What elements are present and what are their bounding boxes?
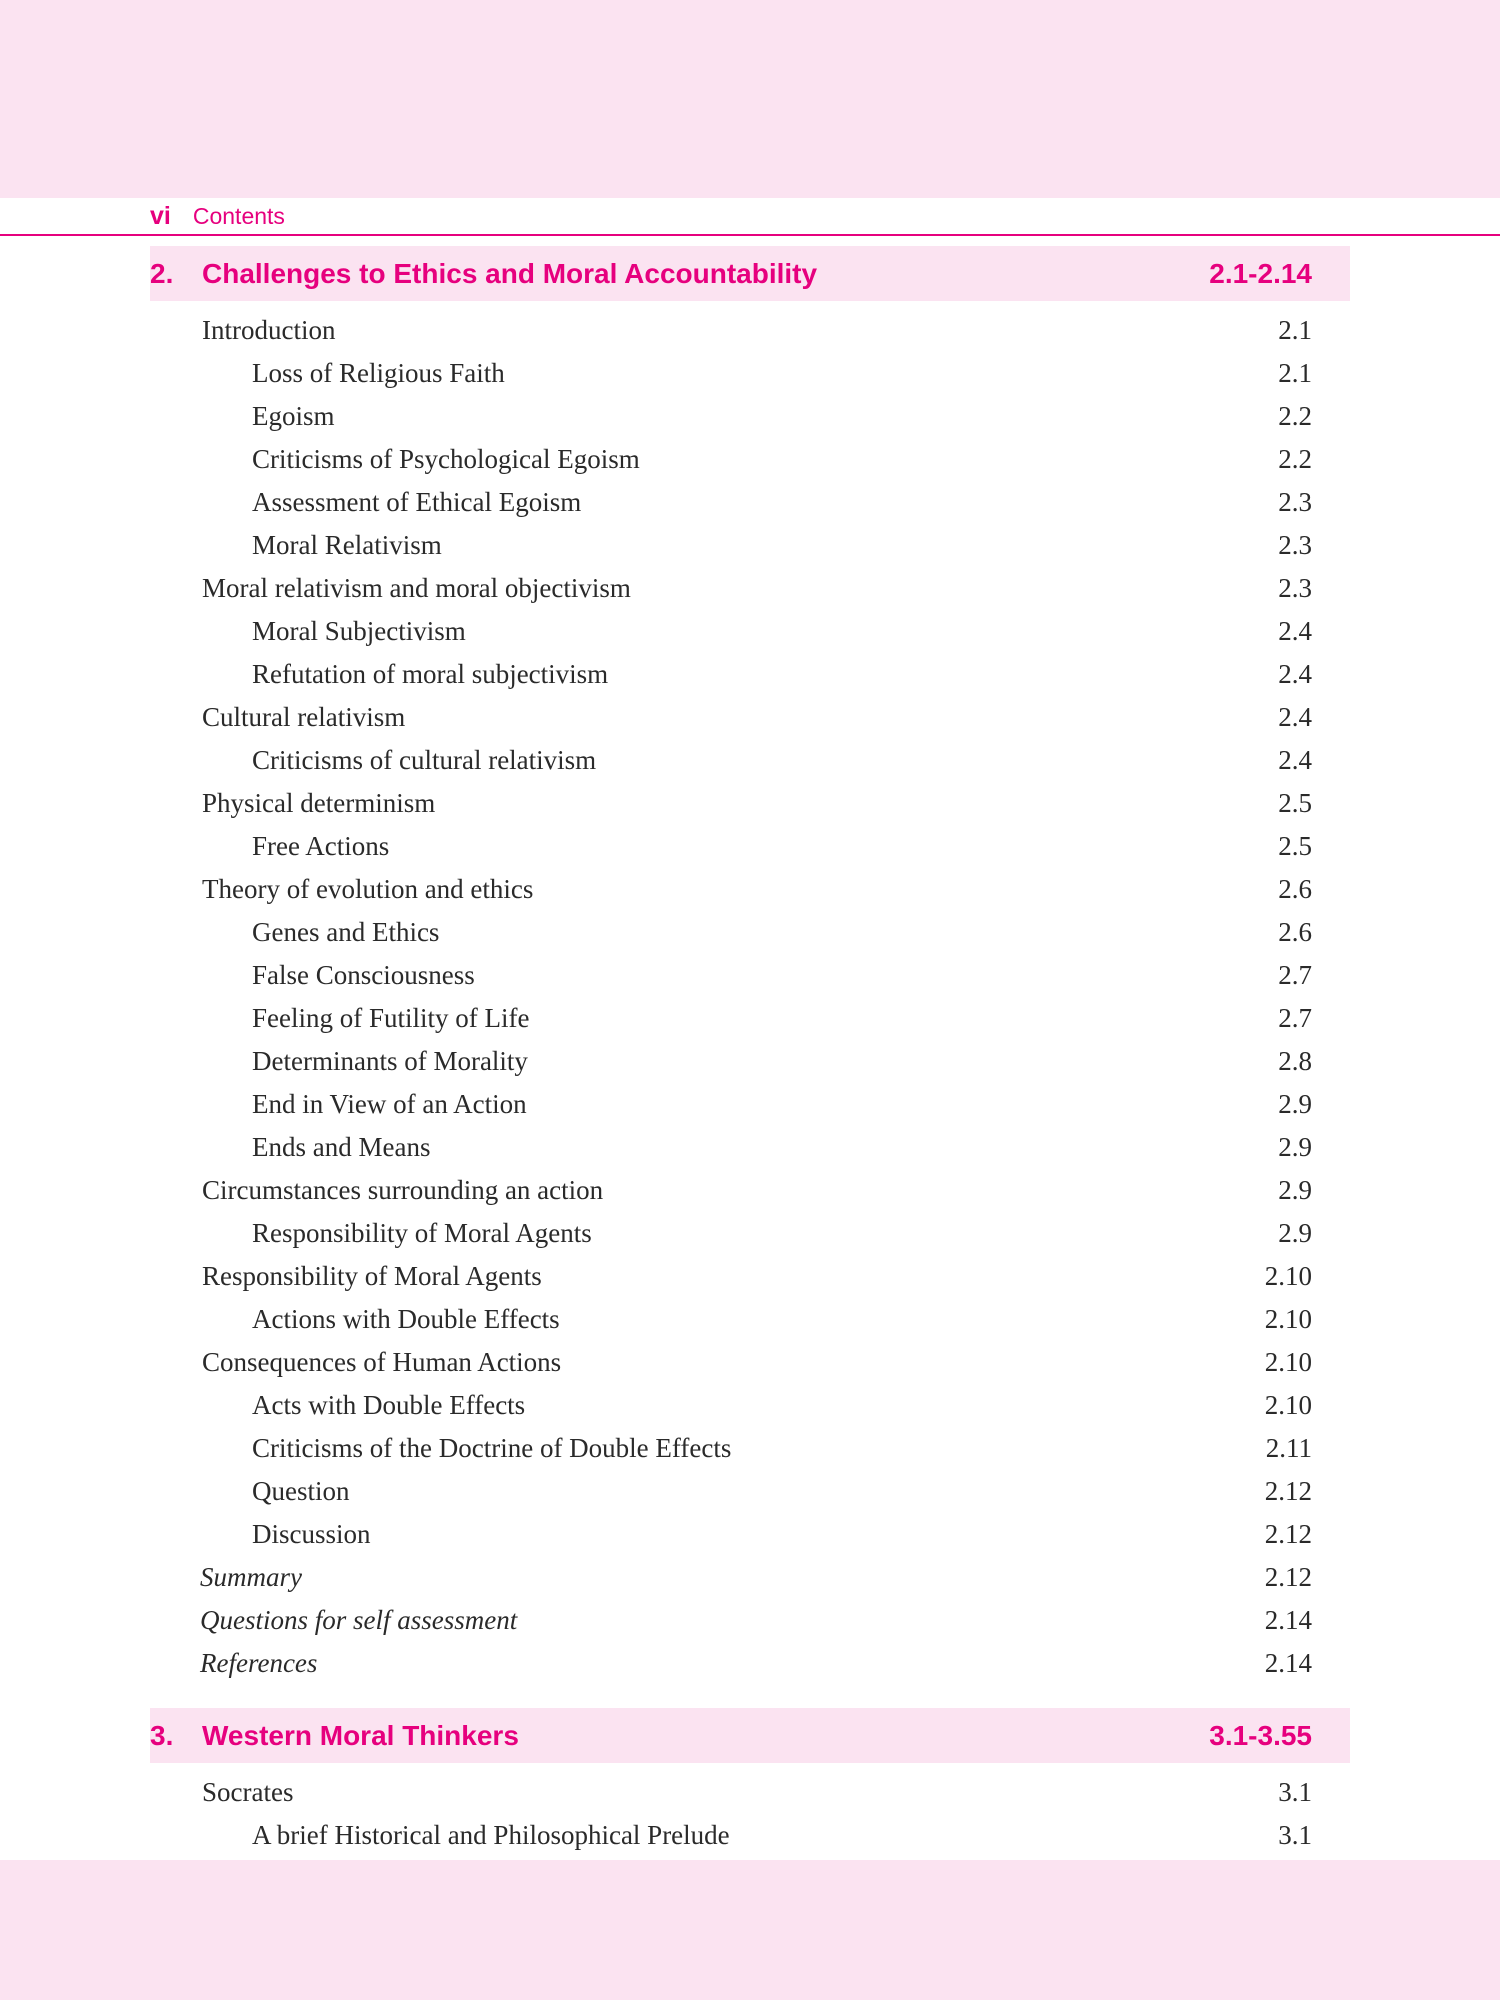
- toc-entry-page: 3.1: [1278, 1820, 1312, 1850]
- header-rule: [0, 234, 1500, 236]
- toc-entry-title: Criticisms of the Doctrine of Double Effects: [252, 1433, 732, 1463]
- toc-entry-title: Free Actions: [252, 831, 390, 861]
- toc-entry-title: Consequences of Human Actions: [202, 1347, 562, 1377]
- toc-entry-page: 2.3: [1278, 573, 1312, 603]
- toc-entry-title: Circumstances surrounding an action: [202, 1175, 604, 1205]
- toc-entry-title: Assessment of Ethical Egoism: [252, 487, 582, 517]
- toc-entry[interactable]: [150, 954, 1350, 997]
- toc-entry-title: References: [200, 1648, 318, 1678]
- chapter-heading[interactable]: [150, 246, 1350, 301]
- toc-entry[interactable]: [150, 739, 1350, 782]
- toc-entries: [150, 1771, 1350, 1857]
- toc-entry-title: Moral Relativism: [252, 530, 442, 560]
- toc-entry-page: 2.4: [1278, 616, 1312, 646]
- toc-entry-page: 2.4: [1278, 702, 1312, 732]
- toc-entry-page: 2.2: [1278, 401, 1312, 431]
- toc-entry-page: 2.4: [1278, 745, 1312, 775]
- toc-entry-title: Refutation of moral subjectivism: [252, 659, 609, 689]
- toc-entry-title: Introduction: [202, 315, 336, 345]
- toc-entry-title: Summary: [200, 1562, 302, 1592]
- toc-entry-page: 2.1: [1278, 315, 1312, 345]
- toc-entry-page: 2.3: [1278, 530, 1312, 560]
- toc-entry[interactable]: [150, 1255, 1350, 1298]
- toc-entry[interactable]: [150, 1083, 1350, 1126]
- toc-entry-page: 2.9: [1278, 1175, 1312, 1205]
- toc-entry[interactable]: [150, 825, 1350, 868]
- toc-entry[interactable]: [150, 1642, 1350, 1685]
- page: [0, 198, 1500, 1860]
- toc-entry[interactable]: [150, 911, 1350, 954]
- toc-entry[interactable]: [150, 1470, 1350, 1513]
- toc-entry[interactable]: [150, 395, 1350, 438]
- toc-entry[interactable]: [150, 997, 1350, 1040]
- toc-entry-title: Actions with Double Effects: [252, 1304, 560, 1334]
- page-number: vi: [150, 201, 171, 230]
- toc-entry-page: 2.14: [1264, 1648, 1312, 1678]
- toc-entry-title: Socrates: [202, 1777, 294, 1807]
- toc-entry[interactable]: [150, 567, 1350, 610]
- toc-entry-page: 2.1: [1278, 358, 1312, 388]
- toc-entry-title: End in View of an Action: [252, 1089, 527, 1119]
- toc-entry[interactable]: [150, 1169, 1350, 1212]
- toc-entry-title: Criticisms of cultural relativism: [252, 745, 597, 775]
- chapter-title: Western Moral Thinkers: [202, 1719, 519, 1751]
- toc-entry-title: Cultural relativism: [202, 702, 406, 732]
- toc-entry[interactable]: [150, 1040, 1350, 1083]
- chapter-number: 3.: [150, 1719, 174, 1751]
- toc-entry-title: Loss of Religious Faith: [252, 358, 505, 388]
- toc-entry-page: 2.10: [1264, 1304, 1312, 1334]
- toc-entry-title: Question: [252, 1476, 350, 1506]
- toc-entry[interactable]: [150, 524, 1350, 567]
- chapter-page-range: 3.1-3.55: [1209, 1719, 1312, 1751]
- toc-entry[interactable]: [150, 1513, 1350, 1556]
- toc-entry[interactable]: [150, 696, 1350, 739]
- toc-entry-page: 2.9: [1278, 1132, 1312, 1162]
- toc-entry-title: A brief Historical and Philosophical Prelude: [252, 1820, 730, 1850]
- toc-entry[interactable]: [150, 868, 1350, 911]
- toc-entry-title: Discussion: [252, 1519, 371, 1549]
- toc-entry-title: Ends and Means: [252, 1132, 431, 1162]
- chapter-3: [150, 1708, 1350, 1857]
- toc-entry-title: Feeling of Futility of Life: [252, 1003, 530, 1033]
- toc-entry[interactable]: [150, 1556, 1350, 1599]
- running-header: [150, 198, 285, 234]
- toc-entry[interactable]: [150, 1814, 1350, 1857]
- toc-entry-page: 2.2: [1278, 444, 1312, 474]
- toc-entry-page: 2.12: [1264, 1476, 1312, 1506]
- toc-entry-page: 2.12: [1264, 1562, 1312, 1592]
- toc-entry-title: Responsibility of Moral Agents: [202, 1261, 542, 1291]
- toc-entry[interactable]: [150, 782, 1350, 825]
- toc-entry[interactable]: [150, 481, 1350, 524]
- toc-entry-page: 2.7: [1278, 960, 1312, 990]
- toc-entry-title: Determinants of Morality: [252, 1046, 528, 1076]
- toc-entry[interactable]: [150, 1384, 1350, 1427]
- toc-entry-page: 2.5: [1278, 831, 1312, 861]
- toc-entry[interactable]: [150, 653, 1350, 696]
- toc-entry-page: 2.5: [1278, 788, 1312, 818]
- toc-entry[interactable]: [150, 610, 1350, 653]
- toc-entry-title: Theory of evolution and ethics: [202, 874, 534, 904]
- toc-entry-title: Questions for self assessment: [200, 1605, 518, 1635]
- chapter-page-range: 2.1-2.14: [1209, 257, 1312, 289]
- toc-entry-page: 2.10: [1264, 1390, 1312, 1420]
- toc-entry[interactable]: [150, 1427, 1350, 1470]
- toc-entry-title: Moral Subjectivism: [252, 616, 466, 646]
- toc-entry-title: False Consciousness: [252, 960, 475, 990]
- toc-entry-title: Genes and Ethics: [252, 917, 440, 947]
- toc-entry[interactable]: [150, 1341, 1350, 1384]
- toc-entry-page: 3.1: [1278, 1777, 1312, 1807]
- toc-entry-page: 2.10: [1264, 1261, 1312, 1291]
- toc-entry[interactable]: [150, 352, 1350, 395]
- toc-entries: [150, 309, 1350, 1685]
- toc-entry-page: 2.14: [1264, 1605, 1312, 1635]
- toc-entry-page: 2.6: [1278, 917, 1312, 947]
- toc-entry-page: 2.7: [1278, 1003, 1312, 1033]
- toc-entry-page: 2.6: [1278, 874, 1312, 904]
- toc-entry[interactable]: [150, 309, 1350, 352]
- toc-entry[interactable]: [150, 1212, 1350, 1255]
- toc-entry-page: 2.9: [1278, 1218, 1312, 1248]
- toc-entry-title: Acts with Double Effects: [252, 1390, 526, 1420]
- chapter-title: Challenges to Ethics and Moral Accountability: [202, 257, 818, 289]
- toc-entry-title: Egoism: [252, 401, 335, 431]
- toc-entry[interactable]: [150, 438, 1350, 481]
- toc-entry[interactable]: [150, 1298, 1350, 1341]
- chapter-number: 2.: [150, 257, 174, 289]
- toc-entry-page: 2.4: [1278, 659, 1312, 689]
- toc-entry-page: 2.3: [1278, 487, 1312, 517]
- toc-entry-page: 2.11: [1265, 1433, 1312, 1463]
- toc-entry[interactable]: [150, 1599, 1350, 1642]
- toc-entry-page: 2.8: [1278, 1046, 1312, 1076]
- toc-entry-title: Criticisms of Psychological Egoism: [252, 444, 640, 474]
- toc-entry-page: 2.9: [1278, 1089, 1312, 1119]
- toc-entry-title: Moral relativism and moral objectivism: [202, 573, 631, 603]
- toc-entry-page: 2.10: [1264, 1347, 1312, 1377]
- toc-entry[interactable]: [150, 1126, 1350, 1169]
- toc-entry-title: Physical determinism: [202, 788, 436, 818]
- running-title: Contents: [192, 202, 285, 229]
- chapter-heading[interactable]: [150, 1708, 1350, 1763]
- toc-entry-title: Responsibility of Moral Agents: [252, 1218, 592, 1248]
- toc-entry-page: 2.12: [1264, 1519, 1312, 1549]
- toc-entry[interactable]: [150, 1771, 1350, 1814]
- chapter-2: [150, 246, 1350, 1685]
